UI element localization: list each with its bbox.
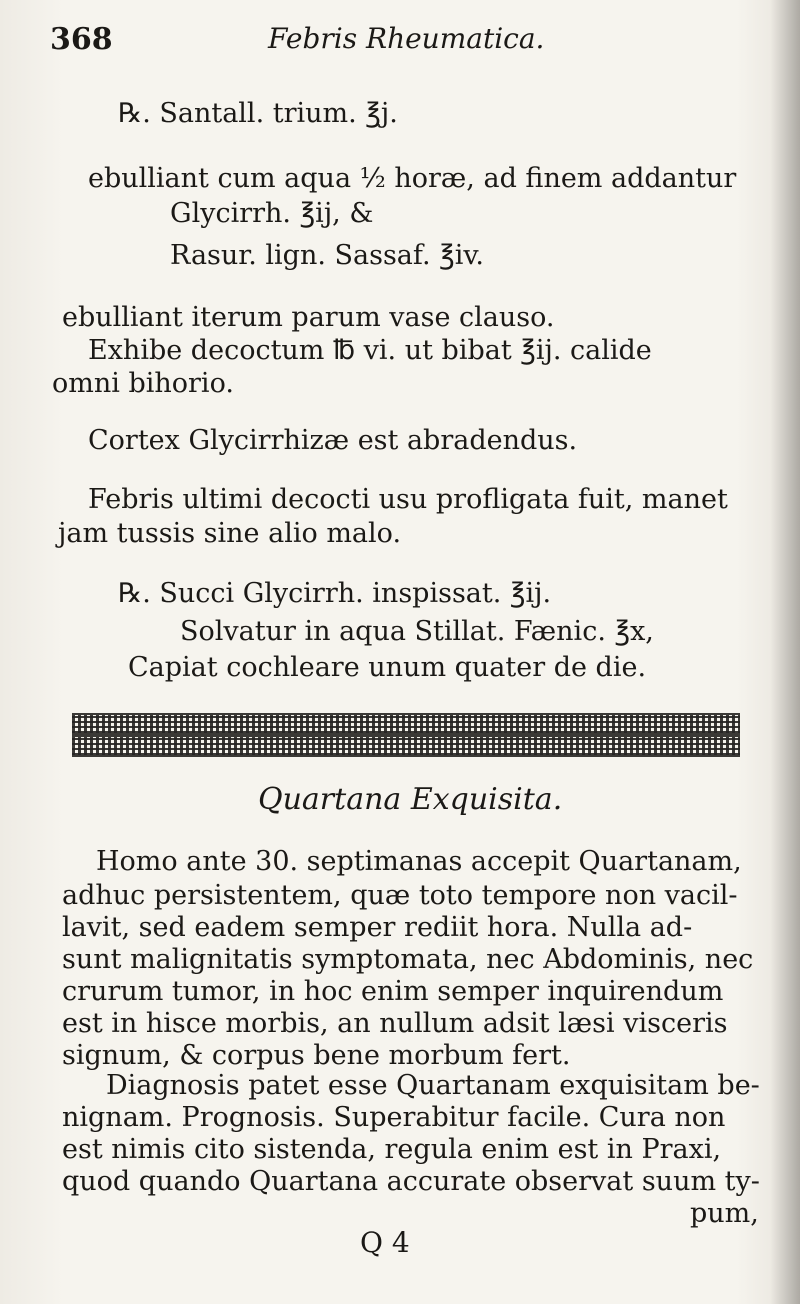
paragraph-line: crurum tumor, in hoc enim semper inquirendum [62,976,724,1007]
paragraph-line: Homo ante 30. septimanas accepit Quartanam, [96,846,742,877]
paragraph-line: est nimis cito sistenda, regula enim est in Praxi, [62,1134,722,1165]
prescription-line: Capiat cochleare unum quater de die. [128,652,647,683]
prescription-line: ℞. Santall. trium. ℥j. [118,98,398,129]
paragraph-line: signum, & corpus bene morbum fert. [62,1040,571,1071]
paragraph-line: Febris ultimi decocti usu profligata fuit, manet [88,484,728,515]
prescription-line: Glycirrh. ℥ij, & [170,198,374,229]
running-title: Febris Rheumatica. [268,22,545,55]
prescription-line: ebulliant cum aqua ½ horæ, ad finem addantur [88,163,737,194]
ornament-band-bottom [72,735,740,757]
paragraph-line: Diagnosis patet esse Quartanam exquisitam be- [106,1070,760,1101]
ornament-band-top [72,713,740,735]
paragraph-line: jam tussis sine alio malo. [58,518,402,549]
page-number: 368 [50,22,113,57]
prescription-line: Solvatur in aqua Stillat. Fænic. ℥x, [180,616,654,647]
prescription-line: Exhibe decoctum ℔ vi. ut bibat ℥ij. calide [88,335,652,366]
signature-mark: Q 4 [360,1226,410,1259]
prescription-line: ebulliant iterum parum vase clauso. [62,302,555,333]
paragraph-line: lavit, sed eadem semper rediit hora. Nulla ad- [62,912,693,943]
prescription-line: Cortex Glycirrhizæ est abradendus. [88,425,578,456]
paragraph-line: pum, [690,1198,759,1229]
paragraph-line: adhuc persistentem, quæ toto tempore non vacil- [62,880,738,911]
prescription-line: omni bihorio. [52,368,234,399]
paragraph-line: quod quando Quartana accurate observat suum ty- [62,1166,760,1197]
prescription-line: ℞. Succi Glycirrh. inspissat. ℥ij. [118,578,552,609]
paragraph-line: est in hisce morbis, an nullum adsit læsi visceris [62,1008,728,1039]
page-edge-shadow [770,0,800,1304]
section-title: Quartana Exquisita. [258,782,563,817]
paragraph-line: nignam. Prognosis. Superabitur facile. Cura non [62,1102,726,1133]
prescription-line: Rasur. lign. Sassaf. ℥iv. [170,240,484,271]
paragraph-line: sunt malignitatis symptomata, nec Abdominis, nec [62,944,754,975]
